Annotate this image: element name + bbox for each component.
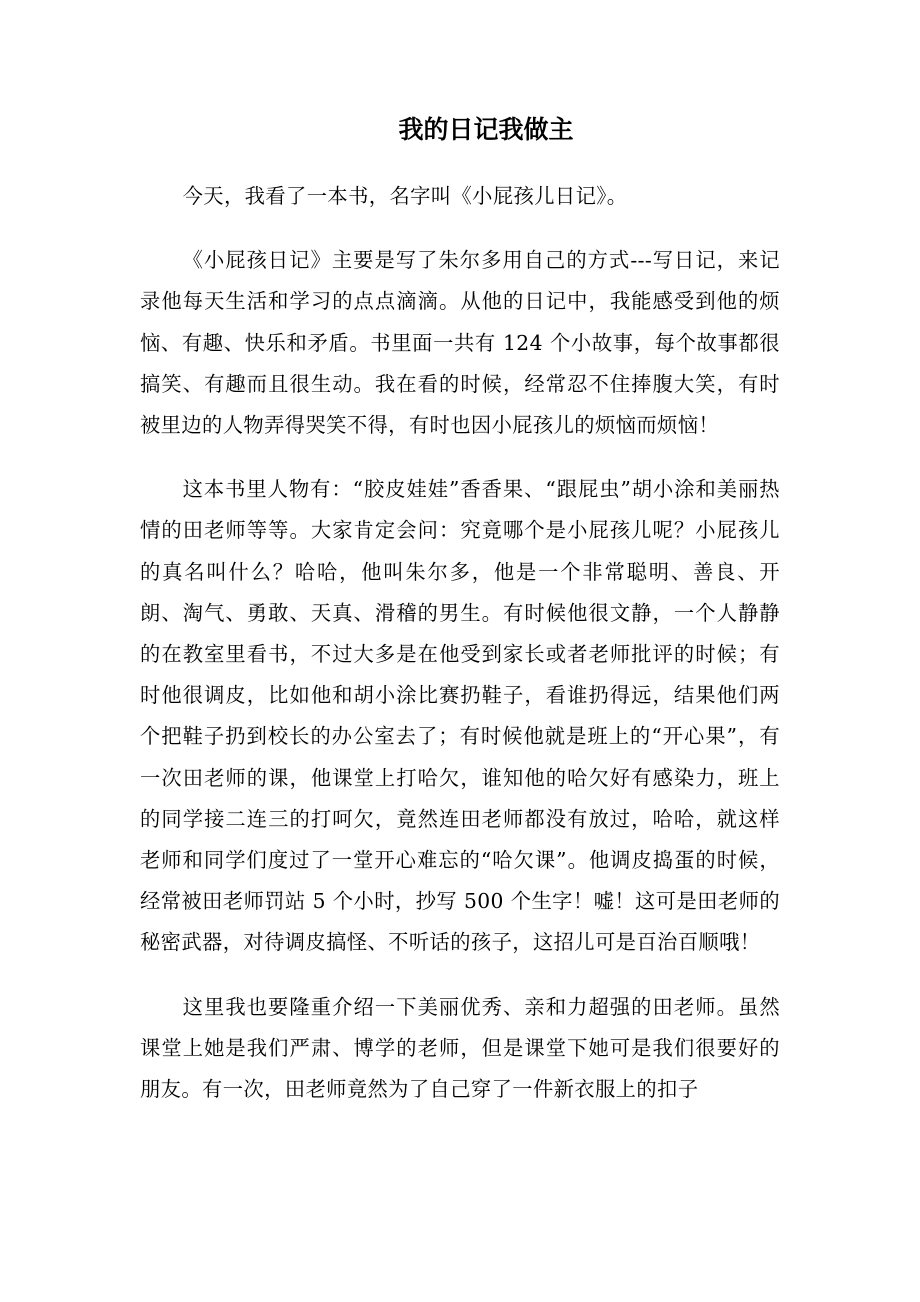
paragraph: 这本书里人物有：“胶皮娃娃”香香果、“跟屁虫”胡小涂和美丽热情的田老师等等。大家肯定会问：究竟哪个是小屁孩儿呢？小屁孩儿的真名叫什么？哈哈，他叫朱尔多，他是一个非常聪明、善良、开朗、淘气、勇敢、天真、滑稽的男生。有时候他很文静，一个人静静的在教室里看书，不过大多是在他受到家长或者老师批评的时候；有时他很调皮，比如他和胡小涂比赛扔鞋子，看谁扔得远，结果他们两个把鞋子扔到校长的办公室去了；有时候他就是班上的“开心果”，有一次田老师的课，他课堂上打哈欠，谁知他的哈欠好有感染力，班上的同学接二连三的打呵欠，竟然连田老师都没有放过，哈哈，就这样老师和同学们度过了一堂开心难忘的“哈欠课”。他调皮捣蛋的时候，经常被田老师罚站 5 个小时，抄写 500 个生字！嘘！这可是田老师的秘密武器，对待调皮搞怪、不听话的孩子，这招儿可是百治百顺哦！ (140, 477, 780, 955)
document-body (140, 176, 780, 1133)
document-title: 我的日记我做主 (398, 115, 574, 144)
paragraph: 《小屁孩日记》主要是写了朱尔多用自己的方式---写日记，来记录他每天生活和学习的点点滴滴。从他的日记中，我能感受到他的烦恼、有趣、快乐和矛盾。书里面一共有 124 个小故事，每个故事都很搞笑、有趣而且很生动。我在看的时候，经常忍不住捧腹大笑，有时被里边的人物弄得哭笑不得，有时也因小屁孩儿的烦恼而烦恼！ (140, 248, 780, 438)
paragraph: 这里我也要隆重介绍一下美丽优秀、亲和力超强的田老师。虽然课堂上她是我们严肃、博学的老师，但是课堂下她可是我们很要好的朋友。有一次，田老师竟然为了自己穿了一件新衣服上的扣子 (140, 994, 780, 1102)
paragraph: 今天，我看了一本书，名字叫《小屁孩儿日记》。 (182, 184, 628, 208)
